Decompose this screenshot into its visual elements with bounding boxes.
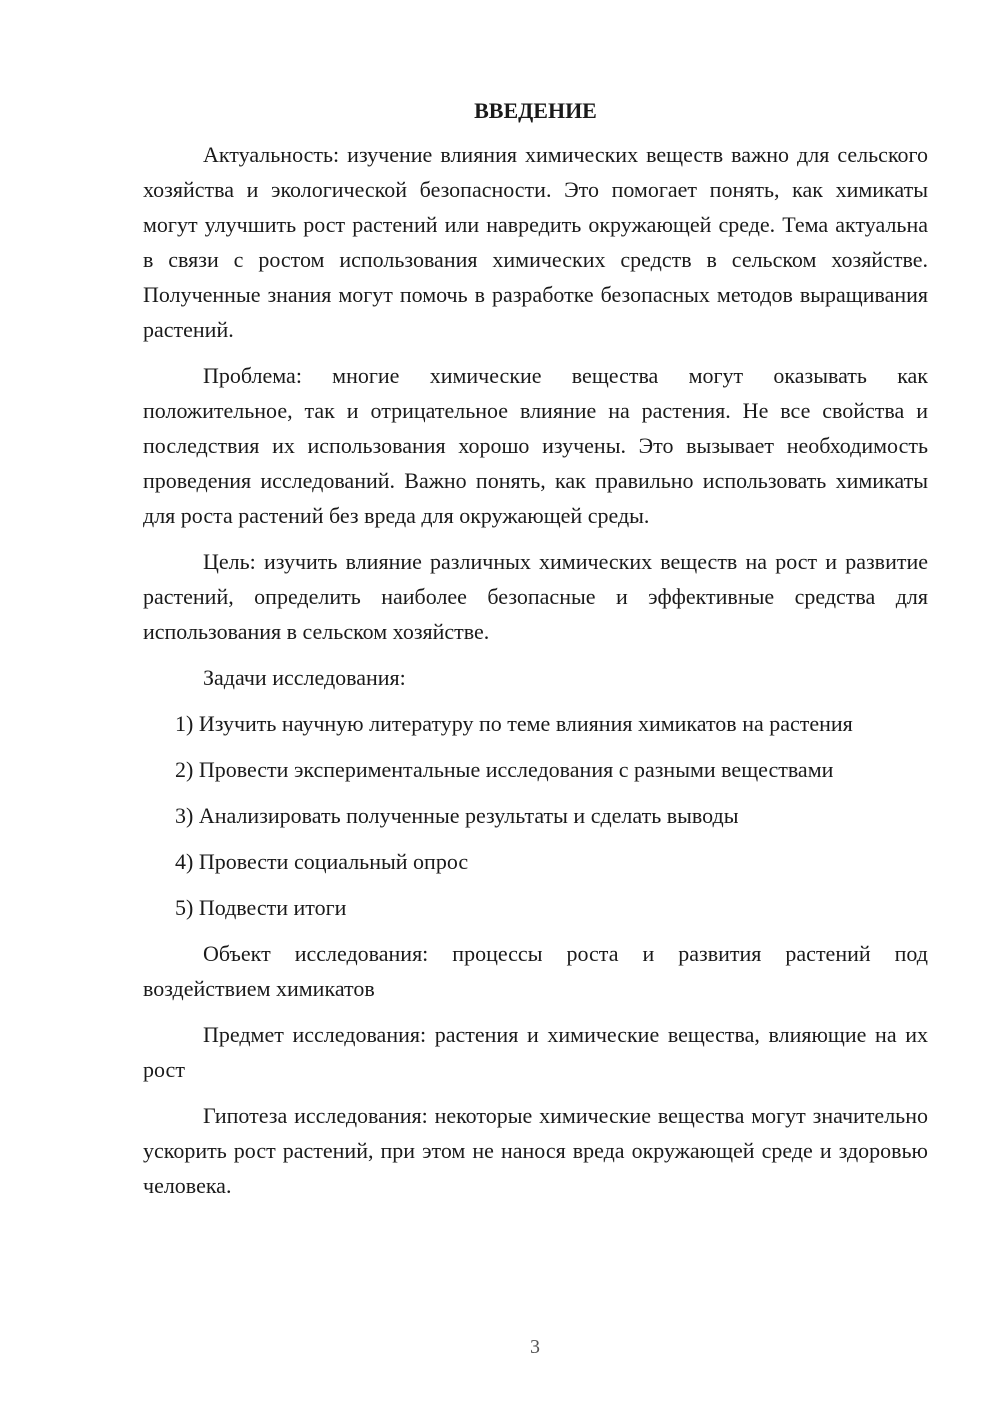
task-item-3: 3) Анализировать полученные результаты и сделать выводы bbox=[175, 803, 739, 828]
document-page bbox=[143, 95, 928, 1203]
task-item-2: 2) Провести экспериментальные исследования с разными веществами bbox=[175, 757, 834, 782]
paragraph-problem: Проблема: многие химические вещества могут оказывать как положительное, так и отрицательное влияние на растения. Не все свойства и последствия их использования хорошо изучены. Это вызывает необходимость проведения исследований. Важно понять, как правильно использовать химикаты для роста растений без вреда для окружающей среды. bbox=[143, 363, 928, 528]
paragraph-object: Объект исследования: процессы роста и развития растений под воздействием химикатов bbox=[143, 941, 928, 1001]
paragraph-hypothesis: Гипотеза исследования: некоторые химические вещества могут значительно ускорить рост растений, при этом не нанося вреда окружающей среде и здоровью человека. bbox=[143, 1103, 928, 1198]
paragraph-subject: Предмет исследования: растения и химические вещества, влияющие на их рост bbox=[143, 1022, 928, 1082]
task-item-5: 5) Подвести итоги bbox=[175, 895, 347, 920]
tasks-title: Задачи исследования: bbox=[203, 665, 406, 690]
paragraph-relevance: Актуальность: изучение влияния химических веществ важно для сельского хозяйства и экологической безопасности. Это помогает понять, как химикаты могут улучшить рост растений или навредить окружающей среде. Тема актуальна в связи с ростом использования химических средств в сельском хозяйстве. Полученные знания могут помочь в разработке безопасных методов выращивания растений. bbox=[143, 142, 928, 342]
paragraph-goal: Цель: изучить влияние различных химических веществ на рост и развитие растений, определить наиболее безопасные и эффективные средства для использования в сельском хозяйстве. bbox=[143, 549, 928, 644]
section-heading: ВВЕДЕНИЕ bbox=[474, 98, 597, 123]
task-item-4: 4) Провести социальный опрос bbox=[175, 849, 469, 874]
task-item-1: 1) Изучить научную литературу по теме влияния химикатов на растения bbox=[175, 711, 853, 736]
page-number: 3 bbox=[530, 1336, 540, 1358]
